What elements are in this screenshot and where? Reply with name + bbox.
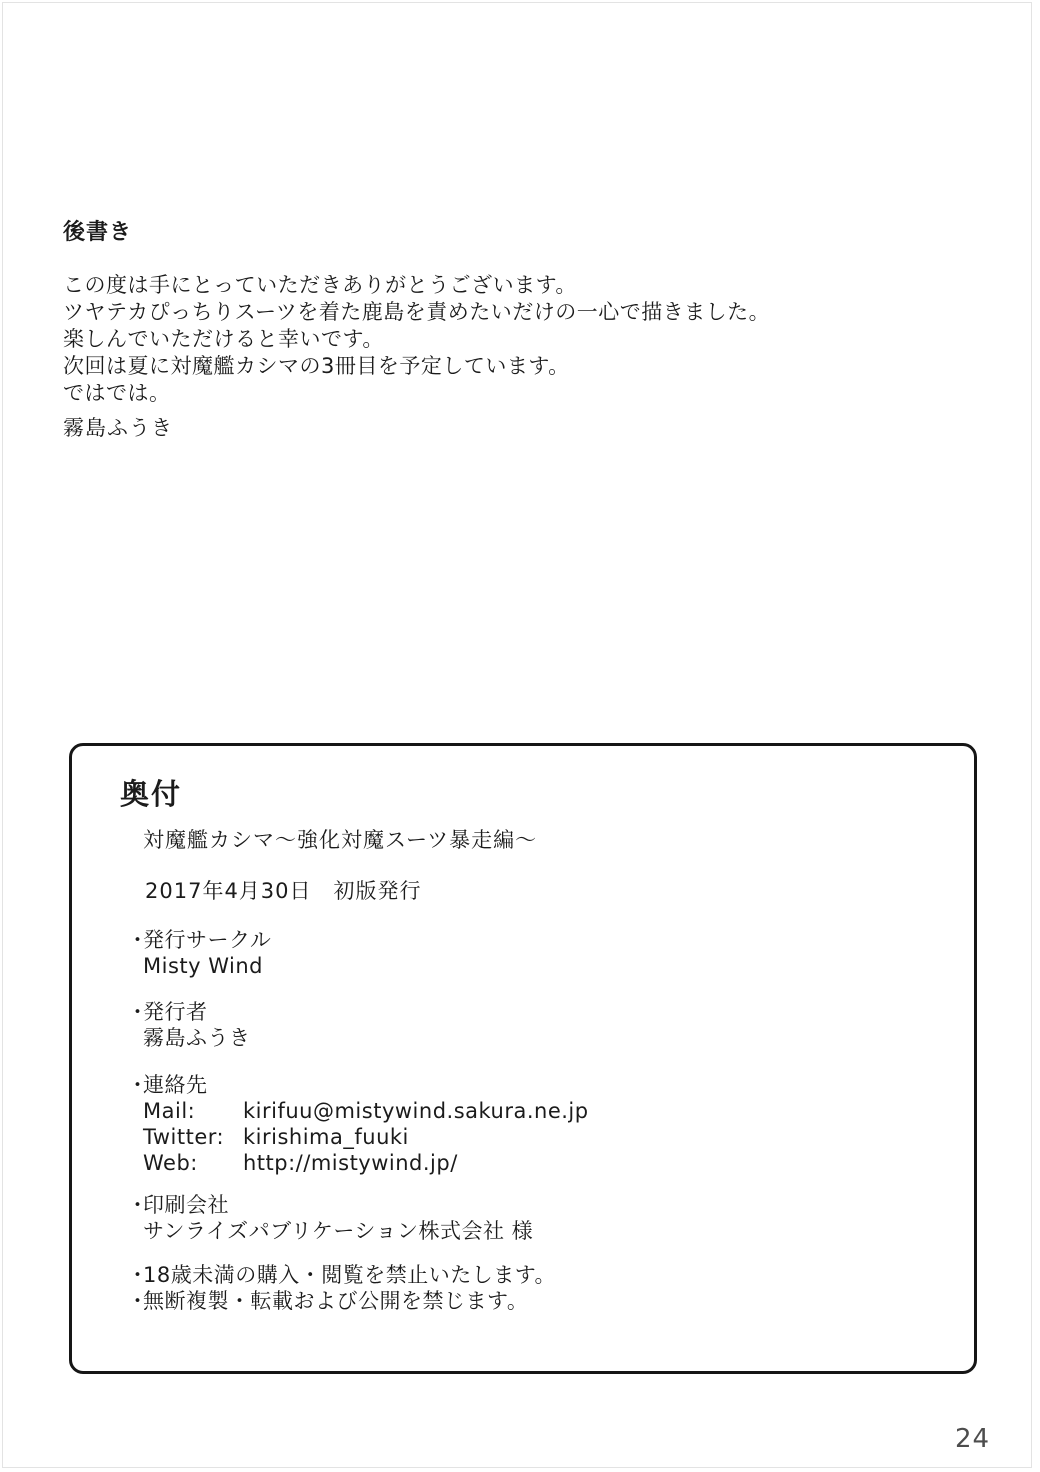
afterword-paragraph [63, 272, 770, 407]
afterword-line: 楽しんでいただけると幸いです。 [63, 327, 384, 351]
section-contact [127, 1072, 589, 1176]
section-printer [127, 1192, 533, 1244]
notice-line [127, 1262, 556, 1288]
publisher-name: 霧島ふうき [143, 1026, 251, 1050]
notice-line [127, 1288, 556, 1314]
afterword-line: ではでは。 [63, 381, 171, 405]
section-publishing-circle [127, 927, 271, 979]
afterword-line: 次回は夏に対魔艦カシマの3冊目を予定しています。 [63, 354, 570, 378]
copyright-notice: 無断複製・転載および公開を禁じます。 [143, 1289, 529, 1313]
section-label-line [127, 927, 271, 953]
bullet-marker: ・ [127, 1193, 149, 1217]
section-publisher [127, 999, 251, 1051]
bullet-marker: ・ [127, 1073, 149, 1097]
book-title: 対魔艦カシマ～強化対魔スーツ暴走編～ [143, 828, 538, 852]
contact-key-web: Web: [143, 1151, 198, 1175]
contact-email: kirifuu@mistywind.sakura.ne.jp [243, 1099, 589, 1123]
page-number: 24 [955, 1424, 991, 1454]
section-label-line [127, 1072, 589, 1098]
contact-key-mail: Mail: [143, 1099, 196, 1123]
afterword-heading: 後書き [63, 220, 133, 245]
contact-row-web [127, 1150, 589, 1176]
afterword-line: ツヤテカぴっちりスーツを着た鹿島を責めたいだけの一心で描きました。 [63, 300, 771, 324]
circle-name: Misty Wind [143, 954, 264, 978]
colophon-heading: 奥付 [120, 777, 183, 811]
contact-website-url: http://mistywind.jp/ [243, 1151, 458, 1175]
bullet-marker: ・ [127, 1289, 149, 1313]
contact-key-twitter: Twitter: [143, 1125, 225, 1149]
publisher-label: 発行者 [143, 1000, 208, 1024]
section-notices [127, 1262, 556, 1314]
circle-label: 発行サークル [143, 928, 272, 952]
age-restriction-notice: 18歳未満の購入・閲覧を禁止いたします。 [143, 1263, 557, 1287]
bullet-marker: ・ [127, 1000, 149, 1024]
printer-label: 印刷会社 [143, 1193, 229, 1217]
author-signature: 霧島ふうき [63, 416, 173, 440]
bullet-marker: ・ [127, 928, 149, 952]
section-label-line [127, 999, 251, 1025]
afterword-line: この度は手にとっていただきありがとうございます。 [63, 273, 577, 297]
printer-name: サンライズパブリケーション株式会社 様 [143, 1219, 534, 1243]
contact-label: 連絡先 [143, 1073, 208, 1097]
contact-row-mail [127, 1098, 589, 1124]
bullet-marker: ・ [127, 1263, 149, 1287]
contact-row-twitter [127, 1124, 589, 1150]
contact-twitter-handle: kirishima_fuuki [243, 1125, 409, 1149]
section-label-line [127, 1192, 533, 1218]
edition-date: 2017年4月30日 初版発行 [145, 879, 422, 903]
